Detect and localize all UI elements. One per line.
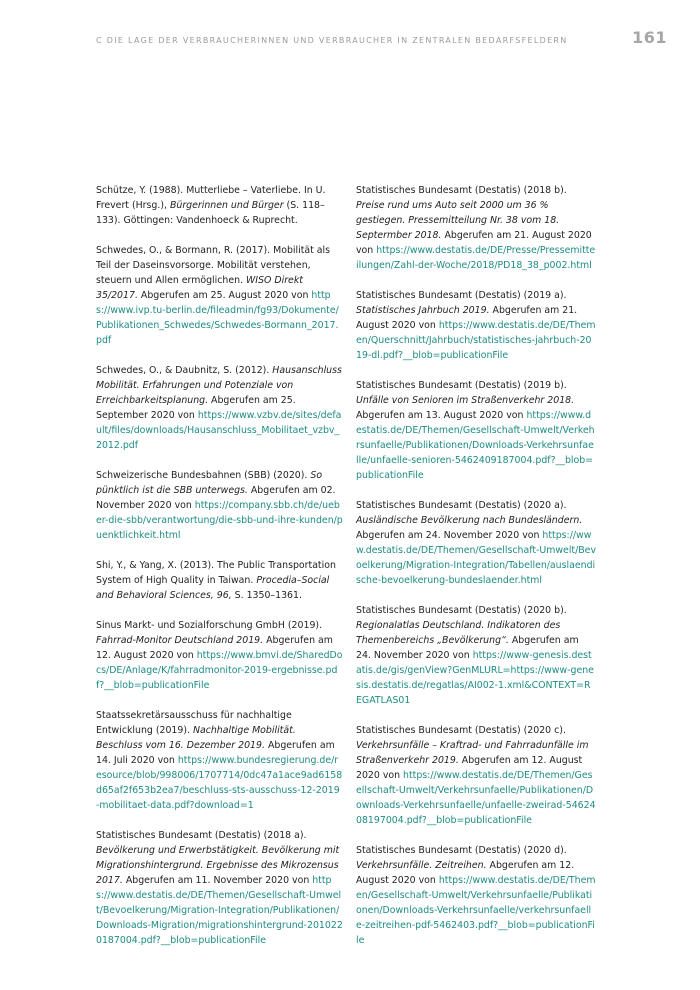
reference-text: Schweizerische Bundesbahnen (SBB) (2020).: [96, 470, 311, 481]
reference-text: Abgerufen am 11. November 2020 von: [122, 875, 313, 886]
reference-url-link[interactable]: https://www.destatis.de/DE/Themen/Gesellschaft-Umwelt/Bevoelkerung/Migration-Integration/Tabellen/auslaendische-bevoelkerung-bundeslaender.html: [356, 530, 596, 586]
reference-text: Statistisches Bundesamt (Destatis) (2018 b).: [356, 185, 567, 196]
reference-title: Hausanschluss Mobilität. Erfahrungen und Potenziale von Erreichbarkeitsplanung.: [96, 365, 342, 406]
reference-text: Abgerufen am 02. November 2020 von: [96, 485, 336, 511]
reference-text: Statistisches Bundesamt (Destatis) (2020 c).: [356, 725, 566, 736]
reference-text: Statistisches Bundesamt (Destatis) (2020 b).: [356, 605, 567, 616]
reference-title: Regionalatlas Deutschland. Indikatoren des Themenbereichs „Bevölkerung“.: [356, 620, 561, 646]
reference-url-link[interactable]: https://www.destatis.de/DE/Themen/Gesellschaft-Umwelt/Verkehrsunfaelle/Publikationen/Downloads-Verkehrsunfaelle/verkehrsunfaelle-zeitreihen-pdf-5462403.pdf?__blob=publicationFile: [356, 875, 596, 946]
reference-text: Schwedes, O., & Bormann, R. (2017). Mobilität als Teil der Daseinsvorsorge. Mobilität verstehen, steuern und Allen ermöglichen.: [96, 245, 331, 286]
reference-entry: [96, 468, 343, 543]
reference-text: Sinus Markt- und Sozialforschung GmbH (2019).: [96, 620, 323, 631]
reference-text: Statistisches Bundesamt (Destatis) (2020 a).: [356, 500, 567, 511]
reference-title: Verkehrsunfälle – Kraftrad- und Fahrradunfälle im Straßenverkehr 2019.: [356, 740, 589, 766]
reference-title: So pünktlich ist die SBB unterwegs.: [96, 470, 323, 496]
reference-title: WISO Direkt 35/2017.: [96, 275, 303, 301]
reference-text: Abgerufen am 24. November 2020 von: [356, 635, 579, 661]
reference-title: Procedia–Social and Behavioral Sciences, 96,: [96, 575, 330, 601]
reference-entry: [96, 618, 343, 693]
left-column: [96, 183, 343, 963]
reference-text: (S. 118–133). Göttingen: Vandenhoeck & Ruprecht.: [96, 200, 325, 226]
reference-text: Schütze, Y. (1988). Mutterliebe – Vaterliebe. In U. Frevert (Hrsg.),: [96, 185, 326, 211]
reference-text: Abgerufen am 21. August 2020 von: [356, 305, 578, 331]
reference-entry: [96, 183, 343, 228]
reference-text: Statistisches Bundesamt (Destatis) (2019 a).: [356, 290, 567, 301]
reference-entry: [96, 708, 343, 813]
reference-text: Abgerufen am 24. November 2020 von: [356, 530, 543, 541]
reference-entry: [356, 288, 596, 363]
section-title: C DIE LAGE DER VERBRAUCHERINNEN UND VERBRAUCHER IN ZENTRALEN BEDARFSFELDERN: [96, 36, 568, 45]
reference-url-link[interactable]: https://www.destatis.de/DE/Themen/Gesellschaft-Umwelt/Verkehrsunfaelle/Publikationen/Downloads-Verkehrsunfaelle/unfaelle-senioren-5462409187004.pdf?__blob=publicationFile: [356, 410, 595, 481]
reference-url-link[interactable]: https://www-genesis.destatis.de/gis/genView?GenMLURL=https://www-genesis.destatis.de/regatlas/AI002-1.xml&CONTEXT=REGATLAS01: [356, 650, 594, 706]
reference-entry: [356, 498, 596, 588]
reference-entry: [356, 378, 596, 483]
reference-title: Bürgerinnen und Bürger: [169, 200, 284, 211]
reference-title: Statistisches Jahrbuch 2019.: [356, 305, 490, 316]
reference-entry: [356, 723, 596, 828]
reference-url-link[interactable]: https://www.destatis.de/DE/Presse/Pressemitteilungen/Zahl-der-Woche/2018/PD18_38_p002.html: [356, 245, 596, 271]
reference-entry: [356, 183, 596, 273]
reference-url-link[interactable]: https://www.destatis.de/DE/Themen/Gesellschaft-Umwelt/Verkehrsunfaelle/Publikationen/Downloads-Verkehrsunfaelle/unfaelle-zweirad-5462408197004.pdf?__blob=publicationFile: [356, 770, 596, 826]
reference-url-link[interactable]: https://www.ivp.tu-berlin.de/fileadmin/fg93/Dokumente/Publikationen_Schwedes/Schwedes-Bormann_2017.pdf: [96, 290, 339, 346]
reference-text: Schwedes, O., & Daubnitz, S. (2012).: [96, 365, 273, 376]
reference-title: Fahrrad-Monitor Deutschland 2019.: [96, 635, 264, 646]
reference-entry: [96, 558, 343, 603]
page-number: 161: [632, 28, 667, 47]
running-header: [96, 28, 670, 52]
reference-entry: [96, 828, 343, 948]
reference-url-link[interactable]: https://www.vzbv.de/sites/default/files/downloads/Hausanschluss_Mobilitaet_vzbv_2012.pdf: [96, 410, 342, 451]
reference-text: Abgerufen am 13. August 2020 von: [356, 410, 527, 421]
reference-text: Statistisches Bundesamt (Destatis) (2018 a).: [96, 830, 307, 841]
reference-entry: [96, 243, 343, 348]
reference-text: Statistisches Bundesamt (Destatis) (2019 b).: [356, 380, 567, 391]
reference-title: Unfälle von Senioren im Straßenverkehr 2018.: [356, 395, 575, 406]
reference-url-link[interactable]: https://company.sbb.ch/de/ueber-die-sbb/verantwortung/die-sbb-und-ihre-kunden/puenktlichkeit.html: [96, 500, 343, 541]
reference-text: Statistisches Bundesamt (Destatis) (2020 d).: [356, 845, 567, 856]
reference-url-link[interactable]: https://www.bmvi.de/SharedDocs/DE/Anlage/K/fahrradmonitor-2019-ergebnisse.pdf?__blob=publicationFile: [96, 650, 343, 691]
reference-text: Abgerufen am 14. Juli 2020 von: [96, 740, 335, 766]
reference-text: S. 1350–1361.: [231, 590, 302, 601]
reference-text: Abgerufen am 25. September 2020 von: [96, 395, 296, 421]
reference-url-link[interactable]: https://www.bundesregierung.de/resource/blob/998006/1707714/0dc47a1ace9ad6158d65af2f653b2ea7/beschluss-sts-ausschuss-12-2019-mobilitaet-data.pdf?download=1: [96, 755, 343, 811]
reference-entry: [356, 603, 596, 708]
reference-text: Staatssekretärsausschuss für nachhaltige Entwicklung (2019).: [96, 710, 292, 736]
reference-text: Shi, Y., & Yang, X. (2013). The Public Transportation System of High Quality in Taiwan.: [96, 560, 336, 586]
reference-url-link[interactable]: https://www.destatis.de/DE/Themen/Gesellschaft-Umwelt/Bevoelkerung/Migration-Integration/Publikationen/Downloads-Migration/migrationshintergrund-2010220187004.pdf?__blob=publicationFile: [96, 875, 343, 946]
reference-text: Abgerufen am 12. August 2020 von: [356, 755, 583, 781]
reference-title: Nachhaltige Mobilität. Beschluss vom 16. Dezember 2019.: [96, 725, 296, 751]
reference-title: Ausländische Bevölkerung nach Bundesländern.: [356, 515, 583, 526]
reference-title: Verkehrsunfälle. Zeitreihen.: [356, 860, 487, 871]
reference-text: Abgerufen am 12. August 2020 von: [96, 635, 333, 661]
reference-text: Abgerufen am 21. August 2020 von: [356, 230, 592, 256]
reference-text: Abgerufen am 25. August 2020 von: [137, 290, 312, 301]
reference-title: Bevölkerung und Erwerbstätigkeit. Bevölkerung mit Migrationshintergrund. Ergebnisse des Mikrozensus 2017.: [96, 845, 340, 886]
reference-text: Abgerufen am 12. August 2020 von: [356, 860, 575, 886]
reference-entry: [96, 363, 343, 453]
reference-url-link[interactable]: https://www.destatis.de/DE/Themen/Querschnitt/Jahrbuch/statistisches-jahrbuch-2019-dl.pdf?__blob=publicationFile: [356, 320, 596, 361]
right-column: [356, 183, 596, 963]
reference-entry: [356, 843, 596, 948]
reference-title: Preise rund ums Auto seit 2000 um 36 % gestiegen. Pressemitteilung Nr. 38 vom 18. Septermber 2018.: [356, 200, 560, 241]
